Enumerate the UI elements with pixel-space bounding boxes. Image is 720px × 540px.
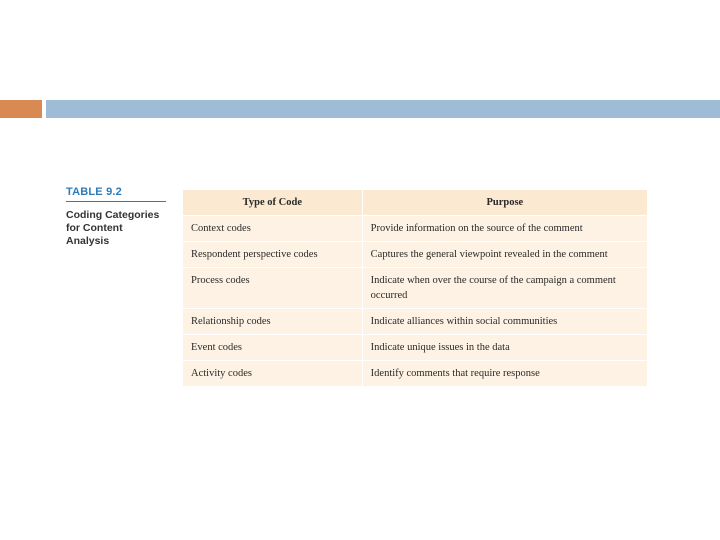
header-type-of-code: Type of Code [183, 190, 363, 216]
code-type-cell: Event codes [183, 335, 363, 361]
header-purpose: Purpose [362, 190, 647, 216]
code-purpose-cell: Indicate when over the course of the campaign a comment occurred [362, 268, 647, 309]
table-number: TABLE 9.2 [66, 186, 166, 202]
table-caption [66, 186, 166, 248]
code-type-cell: Relationship codes [183, 309, 363, 335]
table-row [183, 309, 648, 335]
code-purpose-cell: Captures the general viewpoint revealed in the comment [362, 242, 647, 268]
coding-categories-table [182, 189, 648, 387]
table-title: Coding Categories for Content Analysis [66, 209, 160, 247]
accent-bar [46, 100, 720, 118]
accent-block [0, 100, 42, 118]
table-row [183, 216, 648, 242]
code-purpose-cell: Indicate unique issues in the data [362, 335, 647, 361]
table-row [183, 268, 648, 309]
code-type-cell: Respondent perspective codes [183, 242, 363, 268]
code-type-cell: Activity codes [183, 361, 363, 387]
table-row [183, 242, 648, 268]
code-type-cell: Process codes [183, 268, 363, 309]
code-purpose-cell: Provide information on the source of the comment [362, 216, 647, 242]
code-purpose-cell: Indicate alliances within social communities [362, 309, 647, 335]
coding-table-container [182, 189, 648, 387]
table-row [183, 335, 648, 361]
code-purpose-cell: Identify comments that require response [362, 361, 647, 387]
table-row [183, 361, 648, 387]
code-type-cell: Context codes [183, 216, 363, 242]
table-header-row [183, 190, 648, 216]
